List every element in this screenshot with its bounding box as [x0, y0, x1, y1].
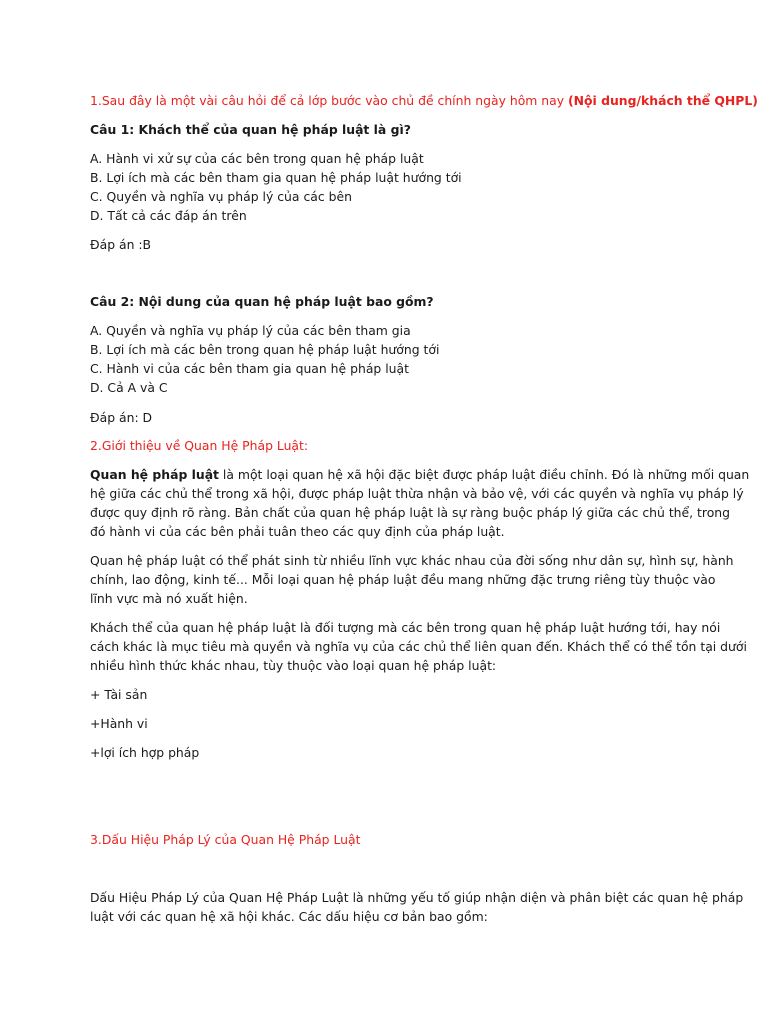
q2-option-a: A. Quyền và nghĩa vụ pháp lý của các bên tham gia [90, 323, 411, 338]
q1-answer: Đáp án :B [90, 237, 152, 252]
section1-heading [90, 92, 758, 110]
bullet-hanh-vi: +Hành vi [90, 716, 148, 731]
section2-p2-line2: chính, lao động, kinh tế... Mỗi loại quan hệ pháp luật đều mang những đặc trưng riêng tùy thuộc vào [90, 572, 716, 587]
section3-heading: 3.Dấu Hiệu Pháp Lý của Quan Hệ Pháp Luật [90, 832, 361, 847]
q1-option-a: A. Hành vi xử sự của các bên trong quan hệ pháp luật [90, 151, 424, 166]
q2-answer: Đáp án: D [90, 410, 153, 425]
section2-p2-line3: lĩnh vực mà nó xuất hiện. [90, 591, 248, 606]
section2-p3-line3: nhiều hình thức khác nhau, tùy thuộc vào loại quan hệ pháp luật: [90, 658, 497, 673]
q1-option-b: B. Lợi ích mà các bên tham gia quan hệ pháp luật hướng tới [90, 170, 462, 185]
section2-p2-line1: Quan hệ pháp luật có thể phát sinh từ nhiều lĩnh vực khác nhau của đời sống như dân sự, hình sự, hành [90, 553, 734, 568]
bullet-tai-san: + Tài sản [90, 687, 148, 702]
section3-p1-line2: luật với các quan hệ xã hội khác. Các dấu hiệu cơ bản bao gồm: [90, 909, 488, 924]
section1-heading-bold: (Nội dung/khách thể QHPL) [568, 93, 758, 108]
section3-p1-line1: Dấu Hiệu Pháp Lý của Quan Hệ Pháp Luật là những yếu tố giúp nhận diện và phân biệt các quan hệ pháp [90, 890, 744, 905]
section2-p3-line2: cách khác là mục tiêu mà quyền và nghĩa vụ của các chủ thể liên quan đến. Khách thể có thể tồn tại dưới [90, 639, 747, 654]
section2-p1-line1 [90, 466, 749, 484]
section2-p3-line1: Khách thể của quan hệ pháp luật là đối tượng mà các bên trong quan hệ pháp luật hướng tới, hay nói [90, 620, 721, 635]
q2-question: Câu 2: Nội dung của quan hệ pháp luật bao gồm? [90, 294, 434, 309]
section1-heading-text: 1.Sau đây là một vài câu hỏi để cả lớp bước vào chủ đề chính ngày hôm nay [90, 93, 569, 108]
term-quan-he-phap-luat: Quan hệ pháp luật [90, 467, 219, 482]
section2-heading: 2.Giới thiệu về Quan Hệ Pháp Luật: [90, 438, 309, 453]
q2-option-d: D. Cả A và C [90, 380, 168, 395]
q1-option-c: C. Quyền và nghĩa vụ pháp lý của các bên [90, 189, 352, 204]
section2-p1-line4: đó hành vi của các bên phải tuân theo các quy định của pháp luật. [90, 524, 505, 539]
bullet-loi-ich: +lợi ích hợp pháp [90, 745, 200, 760]
q2-option-b: B. Lợi ích mà các bên trong quan hệ pháp luật hướng tới [90, 342, 440, 357]
q1-option-d: D. Tất cả các đáp án trên [90, 208, 247, 223]
q1-question: Câu 1: Khách thể của quan hệ pháp luật là gì? [90, 122, 411, 137]
section2-p1-line2: hệ giữa các chủ thể trong xã hội, được pháp luật thừa nhận và bảo vệ, với các quyền và nghĩa vụ pháp lý [90, 486, 744, 501]
q2-option-c: C. Hành vi của các bên tham gia quan hệ pháp luật [90, 361, 409, 376]
section2-p1-line3: được quy định rõ ràng. Bản chất của quan hệ pháp luật là sự ràng buộc pháp lý giữa các chủ thể, trong [90, 505, 731, 520]
section2-p1-text: là một loại quan hệ xã hội đặc biệt được pháp luật điều chỉnh. Đó là những mối quan [218, 467, 750, 482]
